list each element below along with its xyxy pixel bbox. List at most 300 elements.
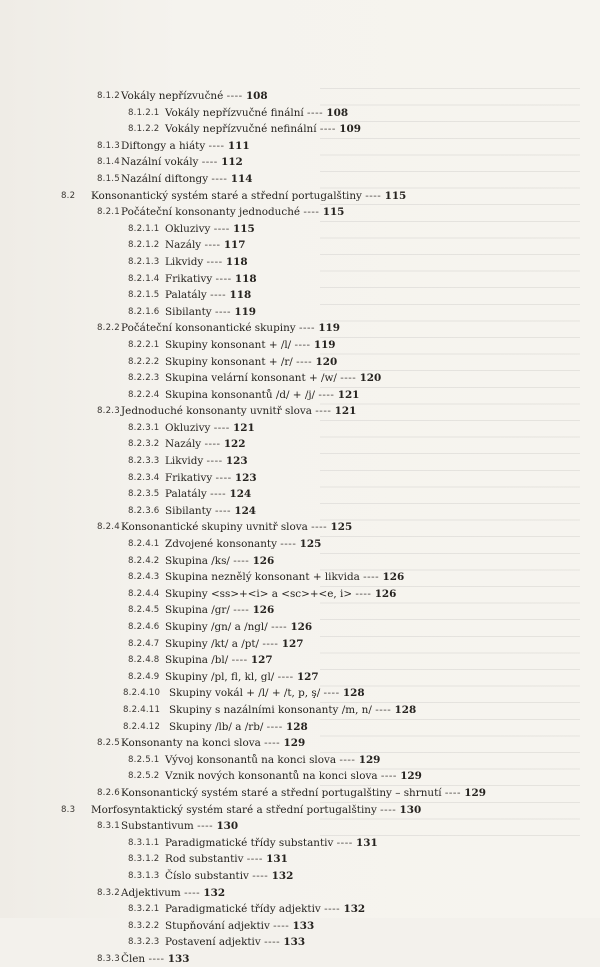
toc-entry-number: 8.2.4.12 xyxy=(123,721,161,732)
toc-entry-title: Sibilanty xyxy=(165,305,212,318)
toc-page-number: 108 xyxy=(245,90,268,102)
toc-leader: ---- xyxy=(262,637,279,650)
toc-entry-title: Likvidy xyxy=(165,255,204,268)
toc-page-number: 108 xyxy=(326,106,349,119)
toc-leader: ---- xyxy=(264,936,281,949)
toc-entry xyxy=(0,519,600,536)
toc-entry-title: Člen xyxy=(121,952,146,965)
toc-leader: ---- xyxy=(204,239,221,252)
toc-page-number: 126 xyxy=(252,604,275,617)
toc-entry-title: Diftongy a hiáty xyxy=(121,139,206,152)
toc-leader: ---- xyxy=(324,903,341,916)
toc-entry-title: Konsonantické skupiny uvnitř slova xyxy=(121,521,308,534)
toc-entry-title-line xyxy=(165,354,337,371)
toc-entry-number: 8.2.2.4 xyxy=(128,389,160,400)
toc-entry-title-line xyxy=(169,702,416,719)
toc-leader: ---- xyxy=(214,504,232,517)
toc-entry-number: 8.2.1.4 xyxy=(128,273,160,284)
toc-page-number: 119 xyxy=(318,322,341,335)
toc-page-number: 121 xyxy=(233,421,255,434)
toc-entry-title-line xyxy=(165,337,336,354)
toc-entry-title: Skupiny /pl, fl, kl, gl/ xyxy=(165,670,275,683)
toc-entry-title: Zdvojené konsonanty xyxy=(165,538,277,551)
toc-leader: ---- xyxy=(215,471,232,484)
toc-entry-title: Nazální diftongy xyxy=(121,172,209,185)
toc-entry xyxy=(0,453,600,470)
toc-entry-number: 8.2.4 xyxy=(97,522,120,533)
toc-entry-number: 8.3.1 xyxy=(97,821,120,832)
toc-entry-title-line xyxy=(121,138,250,155)
toc-entry-title-line xyxy=(121,154,243,171)
toc-page-number: 120 xyxy=(359,372,382,385)
toc-entry-title-line xyxy=(165,636,303,653)
toc-leader: ---- xyxy=(233,554,250,567)
toc-entry-title-line xyxy=(165,602,274,619)
toc-entry xyxy=(0,121,600,138)
toc-entry-number: 8.2.1.2 xyxy=(128,240,160,251)
toc-entry xyxy=(0,652,600,669)
toc-entry-title-line xyxy=(165,569,404,586)
toc-entry-title-line xyxy=(121,735,305,752)
toc-page-number: 131 xyxy=(356,836,378,849)
toc-leader: ---- xyxy=(206,255,223,268)
toc-entry-number: 8.2.3.2 xyxy=(128,439,160,450)
toc-leader: ---- xyxy=(318,388,335,401)
toc-entry xyxy=(0,719,600,736)
toc-entry-title: Vokály nepřízvučné finální xyxy=(165,106,304,119)
toc-entry-number: 8.3.1.2 xyxy=(128,854,160,865)
toc-entry-number: 8.2.4.6 xyxy=(128,622,160,632)
toc-leader: ---- xyxy=(323,687,340,700)
toc-entry-title-line xyxy=(165,536,321,553)
toc-leader: ---- xyxy=(296,355,313,368)
table-of-contents xyxy=(0,88,600,967)
toc-entry-number: 8.2.3.4 xyxy=(128,472,160,483)
toc-entry-number: 8.2.4.11 xyxy=(123,704,161,715)
toc-page-number: 128 xyxy=(342,687,365,700)
toc-entry-number: 8.2.3.6 xyxy=(128,505,160,516)
toc-leader: ---- xyxy=(355,587,372,600)
toc-entry-number: 8.2.1.6 xyxy=(128,306,160,317)
toc-entry-number: 8.2.1.1 xyxy=(128,223,160,234)
toc-entry-number: 8.2.2 xyxy=(97,323,120,334)
toc-entry xyxy=(0,685,600,702)
toc-entry-title-line xyxy=(165,486,251,503)
toc-entry xyxy=(0,619,600,636)
toc-leader: ---- xyxy=(214,305,232,318)
toc-entry-title: Skupiny konsonant + /l/ xyxy=(165,338,292,351)
toc-entry-number: 8.2.3.1 xyxy=(128,422,160,433)
toc-leader: ---- xyxy=(264,737,281,750)
toc-page-number: 127 xyxy=(281,637,304,650)
toc-entry-title: Vokály nepřízvučné xyxy=(121,90,224,102)
toc-leader: ---- xyxy=(206,455,223,468)
toc-page-number: 129 xyxy=(464,786,486,799)
toc-entry-title: Skupina /gr/ xyxy=(165,604,230,617)
toc-entry-title: Počáteční konsonantické skupiny xyxy=(121,322,296,335)
toc-page-number: 111 xyxy=(227,139,250,152)
toc-entry-title: Číslo substantiv xyxy=(165,869,249,882)
toc-entry-title: Nazály xyxy=(165,438,202,451)
toc-entry xyxy=(0,154,600,171)
toc-entry-title-line xyxy=(165,271,257,288)
toc-entry-title-line xyxy=(165,934,305,951)
toc-page-number: 122 xyxy=(223,438,246,451)
toc-page-number: 132 xyxy=(343,903,366,916)
toc-entry-title: Morfosyntaktický systém staré a střední portugalštiny xyxy=(91,803,377,816)
toc-entry-title: Jednoduché konsonanty uvnitř slova xyxy=(121,405,312,418)
toc-entry-title: Rod substantiv xyxy=(165,853,244,866)
toc-entry-title: Skupina /ks/ xyxy=(165,554,230,567)
toc-page-number: 127 xyxy=(296,670,319,683)
toc-page-number: 133 xyxy=(283,936,306,949)
toc-entry xyxy=(0,436,600,453)
toc-page-number: 117 xyxy=(223,239,246,252)
toc-leader: ---- xyxy=(201,156,218,169)
toc-entry-title-line xyxy=(165,287,251,304)
toc-entry-title: Skupiny /gn/ a /ngl/ xyxy=(165,621,268,633)
toc-entry xyxy=(0,669,600,686)
toc-entry-title: Paradigmatické třídy substantiv xyxy=(165,836,334,849)
toc-entry xyxy=(0,470,600,487)
toc-page-number: 118 xyxy=(229,289,252,302)
toc-entry-number: 8.1.2.2 xyxy=(128,124,160,135)
toc-entry-title: Adjektivum xyxy=(121,886,181,899)
toc-entry-number: 8.2 xyxy=(61,190,76,201)
toc-entry-number: 8.1.2.1 xyxy=(128,107,160,118)
toc-page-number: 109 xyxy=(339,123,361,136)
toc-entry-number: 8.2.4.10 xyxy=(123,688,161,699)
toc-entry-title-line xyxy=(165,453,248,470)
toc-leader: ---- xyxy=(298,322,315,335)
toc-page-number: 118 xyxy=(234,272,257,285)
toc-entry-title-line xyxy=(121,171,252,188)
toc-entry xyxy=(0,868,600,885)
toc-entry-title: Palatály xyxy=(165,488,207,501)
toc-entry xyxy=(0,851,600,868)
toc-page-number: 124 xyxy=(234,504,257,517)
toc-entry-number: 8.3.2.3 xyxy=(128,937,160,948)
toc-entry-title-line xyxy=(165,387,359,404)
toc-entry-title: Likvidy xyxy=(165,455,204,468)
toc-page-number: 125 xyxy=(330,521,353,534)
toc-page-number: 123 xyxy=(225,455,248,468)
toc-leader: ---- xyxy=(319,123,336,136)
toc-leader: ---- xyxy=(266,720,283,733)
toc-entry xyxy=(0,918,600,935)
toc-entry-title: Konsonantický systém staré a střední portugalštiny xyxy=(91,189,362,202)
toc-entry-number: 8.2.2.2 xyxy=(128,356,160,367)
toc-entry-number: 8.2.6 xyxy=(97,787,120,798)
toc-entry-title: Skupiny /kt/ a /pt/ xyxy=(165,637,260,650)
toc-entry-title: Substantivum xyxy=(121,820,194,833)
toc-entry-number: 8.3.2 xyxy=(97,887,120,898)
toc-page-number: 121 xyxy=(334,405,357,418)
toc-entry-number: 8.1.3 xyxy=(97,140,120,151)
toc-entry-title-line xyxy=(165,221,255,238)
toc-entry xyxy=(0,105,600,122)
toc-leader: ---- xyxy=(375,703,392,716)
toc-entry-title-line xyxy=(121,951,190,967)
toc-entry xyxy=(0,138,600,155)
toc-entry-title-line xyxy=(121,885,225,902)
toc-entry xyxy=(0,221,600,238)
toc-entry-title-line xyxy=(165,553,274,570)
toc-entry xyxy=(0,171,600,188)
toc-leader: ---- xyxy=(233,604,250,617)
toc-entry-number: 8.2.4.9 xyxy=(128,671,160,682)
toc-page-number: 126 xyxy=(290,621,313,633)
toc-entry-title: Skupiny <ss>+<i> a <sc>+<e, i> xyxy=(165,587,353,600)
toc-entry-title: Nazály xyxy=(165,239,202,252)
toc-entry xyxy=(0,420,600,437)
toc-entry-title-line xyxy=(165,436,246,453)
toc-leader: ---- xyxy=(311,521,328,534)
toc-entry xyxy=(0,802,600,819)
toc-entry-number: 8.2.4.3 xyxy=(128,572,160,583)
toc-leader: ---- xyxy=(252,869,269,882)
toc-entry-title-line xyxy=(165,918,314,935)
toc-entry-number: 8.3.1.3 xyxy=(128,870,160,881)
toc-entry-title: Vznik nových konsonantů na konci slova xyxy=(165,770,378,783)
toc-leader: ---- xyxy=(213,222,230,235)
toc-entry xyxy=(0,304,600,321)
toc-entry-title: Nazální vokály xyxy=(121,156,199,169)
toc-leader: ---- xyxy=(273,919,290,932)
toc-entry-number: 8.2.3.3 xyxy=(128,456,160,467)
toc-entry-number: 8.1.5 xyxy=(97,173,120,184)
toc-entry-number: 8.2.1.5 xyxy=(128,290,160,301)
toc-page-number: 114 xyxy=(230,172,253,185)
toc-page-number: 115 xyxy=(322,206,345,219)
toc-entry-title-line xyxy=(165,121,361,138)
toc-entry-title-line xyxy=(169,719,308,736)
toc-entry-title: Konsonantický systém staré a střední portugalštiny – shrnutí xyxy=(121,786,442,799)
toc-entry-title-line xyxy=(165,105,348,122)
toc-entry-title-line xyxy=(121,403,356,420)
toc-entry-title-line xyxy=(165,470,257,487)
toc-page-number: 132 xyxy=(203,886,226,899)
toc-entry-title: Postavení adjektiv xyxy=(165,936,261,949)
toc-entry-title-line xyxy=(165,851,288,868)
toc-entry xyxy=(0,403,600,420)
toc-entry-title-line xyxy=(165,669,319,686)
toc-entry-title-line xyxy=(165,370,381,387)
toc-page-number: 130 xyxy=(216,820,239,833)
toc-entry-title-line xyxy=(165,619,312,636)
toc-entry xyxy=(0,934,600,951)
toc-page-number: 115 xyxy=(233,222,255,235)
toc-entry xyxy=(0,702,600,719)
toc-entry-title-line xyxy=(91,188,406,205)
toc-page-number: 124 xyxy=(229,488,252,501)
toc-entry xyxy=(0,370,600,387)
toc-entry-title-line xyxy=(165,652,273,669)
toc-entry-title-line xyxy=(121,204,344,221)
toc-leader: ---- xyxy=(208,139,225,152)
toc-page-number: 127 xyxy=(250,654,273,667)
toc-leader: ---- xyxy=(271,621,288,633)
toc-leader: ---- xyxy=(148,952,165,965)
toc-entry-title-line xyxy=(165,304,256,321)
toc-entry-title: Vokály nepřízvučné nefinální xyxy=(165,123,317,136)
toc-entry-title: Skupiny vokál + /l/ + /t, p, ş/ xyxy=(169,687,321,700)
toc-page-number: 132 xyxy=(271,869,294,882)
toc-page-number: 126 xyxy=(374,587,397,600)
toc-entry-title: Paradigmatické třídy adjektiv xyxy=(165,903,321,916)
toc-entry-title-line xyxy=(169,685,365,702)
toc-page-number: 119 xyxy=(313,338,336,351)
toc-entry-title: Skupiny /lb/ a /rb/ xyxy=(169,720,264,733)
toc-entry-number: 8.1.4 xyxy=(97,157,120,168)
toc-entry-title: Skupina konsonantů /d/ + /j/ xyxy=(165,388,316,401)
toc-page-number: 128 xyxy=(286,720,308,733)
toc-entry-number: 8.3.1.1 xyxy=(128,837,160,848)
toc-entry-title: Skupiny s nazálními konsonanty /m, n/ xyxy=(169,703,372,716)
toc-leader: ---- xyxy=(210,289,227,302)
toc-entry-number: 8.2.2.1 xyxy=(128,339,160,350)
toc-leader: ---- xyxy=(294,338,311,351)
toc-leader: ---- xyxy=(444,786,461,799)
toc-entry xyxy=(0,503,600,520)
toc-entry-number: 8.2.4.8 xyxy=(128,655,160,666)
toc-leader: ---- xyxy=(303,206,320,219)
toc-entry xyxy=(0,354,600,371)
toc-entry-title: Frikativy xyxy=(165,272,213,285)
toc-entry-title-line xyxy=(165,768,422,785)
toc-page-number: 121 xyxy=(337,388,360,401)
toc-entry-title-line xyxy=(165,420,255,437)
toc-entry xyxy=(0,569,600,586)
toc-entry xyxy=(0,818,600,835)
toc-entry xyxy=(0,735,600,752)
toc-entry-title-line xyxy=(165,503,256,520)
toc-page-number: 129 xyxy=(400,770,422,783)
toc-entry-title: Skupina neznělý konsonant + likvida xyxy=(165,571,360,584)
toc-leader: ---- xyxy=(340,372,357,385)
toc-entry-title-line xyxy=(121,320,340,337)
toc-entry-title-line xyxy=(165,237,246,254)
toc-leader: ---- xyxy=(277,670,294,683)
toc-entry-title-line xyxy=(121,818,238,835)
toc-entry-title: Okluzivy xyxy=(165,222,211,235)
toc-entry xyxy=(0,835,600,852)
toc-entry-number: 8.2.4.1 xyxy=(128,539,160,550)
toc-entry-number: 8.2.4.7 xyxy=(128,638,160,649)
toc-leader: ---- xyxy=(307,106,324,119)
toc-leader: ---- xyxy=(197,820,214,833)
toc-leader: ---- xyxy=(246,853,263,866)
toc-leader: ---- xyxy=(204,438,221,451)
toc-entry-title-line xyxy=(165,254,248,271)
toc-entry xyxy=(0,602,600,619)
toc-leader: ---- xyxy=(211,172,228,185)
toc-leader: ---- xyxy=(231,654,248,667)
toc-entry xyxy=(0,88,600,105)
toc-leader: ---- xyxy=(380,803,397,816)
toc-entry-number: 8.2.1 xyxy=(97,207,120,218)
toc-entry xyxy=(0,486,600,503)
toc-entry xyxy=(0,553,600,570)
toc-entry-title: Palatály xyxy=(165,289,207,302)
toc-entry xyxy=(0,320,600,337)
toc-entry-number: 8.2.4.2 xyxy=(128,555,160,566)
toc-entry-title-line xyxy=(165,835,378,852)
toc-entry-title-line xyxy=(165,586,396,603)
toc-leader: ---- xyxy=(339,753,356,766)
toc-entry xyxy=(0,254,600,271)
toc-page-number: 133 xyxy=(167,952,190,965)
toc-entry xyxy=(0,785,600,802)
toc-entry-title-line xyxy=(91,802,421,819)
toc-leader: ---- xyxy=(215,272,232,285)
toc-entry-title: Skupiny konsonant + /r/ xyxy=(165,355,293,368)
toc-entry xyxy=(0,188,600,205)
toc-entry-title-line xyxy=(121,519,352,536)
toc-page-number: 112 xyxy=(221,156,243,169)
toc-entry-title: Sibilanty xyxy=(165,504,212,517)
toc-entry-number: 8.2.4.5 xyxy=(128,605,160,616)
toc-entry-title-line xyxy=(121,785,486,802)
toc-entry xyxy=(0,752,600,769)
toc-leader: ---- xyxy=(336,836,353,849)
toc-entry xyxy=(0,536,600,553)
toc-page-number: 133 xyxy=(292,919,315,932)
toc-entry xyxy=(0,237,600,254)
toc-entry-number: 8.3 xyxy=(61,804,76,815)
toc-entry xyxy=(0,636,600,653)
toc-entry-title-line xyxy=(121,88,268,105)
toc-leader: ---- xyxy=(380,770,397,783)
toc-entry xyxy=(0,271,600,288)
toc-entry xyxy=(0,885,600,902)
toc-entry-title-line xyxy=(165,901,365,918)
toc-entry xyxy=(0,901,600,918)
toc-leader: ---- xyxy=(280,538,297,551)
toc-entry xyxy=(0,951,600,967)
toc-entry-title: Frikativy xyxy=(165,471,213,484)
toc-leader: ---- xyxy=(226,90,243,102)
toc-entry xyxy=(0,387,600,404)
toc-page-number: 129 xyxy=(283,737,306,750)
toc-entry-number: 8.2.5.1 xyxy=(128,754,160,765)
toc-leader: ---- xyxy=(365,189,382,202)
toc-page-number: 115 xyxy=(384,189,407,202)
toc-entry-title: Konsonanty na konci slova xyxy=(121,737,261,750)
toc-page-number: 128 xyxy=(394,703,417,716)
toc-entry-number: 8.2.2.3 xyxy=(128,373,160,384)
toc-entry-number: 8.2.1.3 xyxy=(128,256,160,267)
toc-entry xyxy=(0,287,600,304)
toc-entry-number: 8.2.4.4 xyxy=(128,588,160,599)
toc-page-number: 129 xyxy=(358,753,381,766)
toc-entry xyxy=(0,337,600,354)
toc-page-number: 119 xyxy=(234,305,257,318)
toc-page-number: 118 xyxy=(225,255,248,268)
toc-entry-title: Skupina velární konsonant + /w/ xyxy=(165,372,337,385)
toc-page-number: 126 xyxy=(252,554,275,567)
toc-page-number: 131 xyxy=(266,853,288,866)
toc-entry-number: 8.2.5 xyxy=(97,738,120,749)
toc-entry xyxy=(0,768,600,785)
toc-entry-number: 8.3.2.1 xyxy=(128,904,160,915)
toc-leader: ---- xyxy=(315,405,332,418)
toc-entry-number: 8.2.3 xyxy=(97,406,120,417)
toc-leader: ---- xyxy=(184,886,201,899)
toc-entry-number: 8.3.3 xyxy=(97,953,120,964)
toc-entry-number: 8.3.2.2 xyxy=(128,920,160,931)
toc-entry-title-line xyxy=(165,868,293,885)
